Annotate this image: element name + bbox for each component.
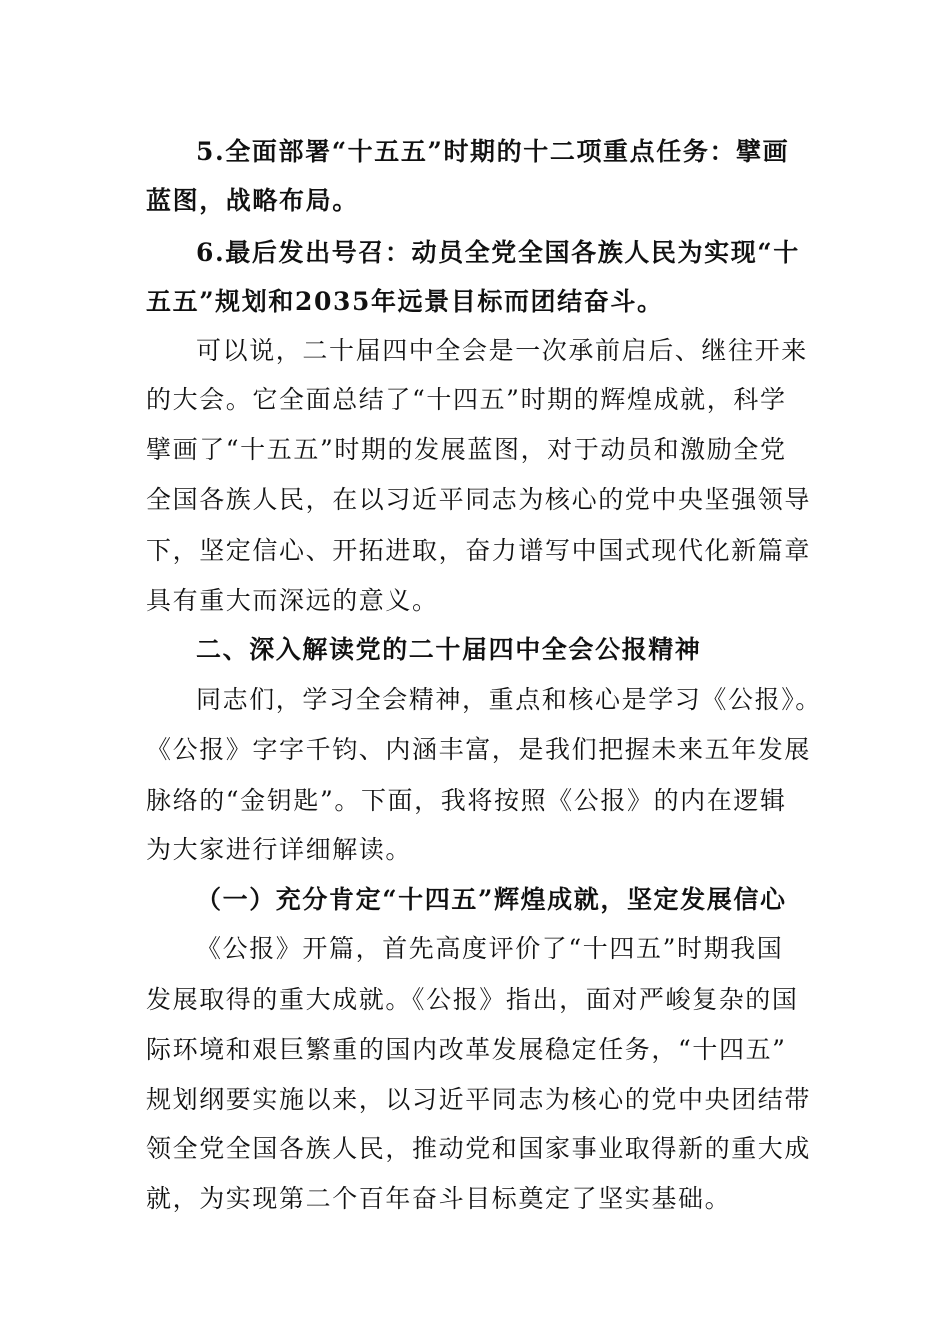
- section-heading: 二、深入解读党的二十届四中全会公报精神: [196, 635, 702, 664]
- subsection-heading: （一）充分肯定“十四五”辉煌成就，坚定发展信心: [196, 885, 787, 914]
- subsection-line-3: 际环境和艰巨繁重的国内改革发展稳定任务，“十四五”: [146, 1035, 787, 1064]
- intro-line-4: 为大家进行详细解读。: [146, 835, 413, 864]
- subsection-line-6: 就，为实现第二个百年奋斗目标奠定了坚实基础。: [146, 1184, 732, 1213]
- summary-line-4: 全国各族人民，在以习近平同志为核心的党中央坚强领导: [146, 485, 812, 514]
- subsection-line-2: 发展取得的重大成就。《公报》指出，面对严峻复杂的国: [146, 985, 799, 1014]
- summary-line-6: 具有重大而深远的意义。: [146, 586, 439, 615]
- summary-line-3: 擘画了“十五五”时期的发展蓝图，对于动员和激励全党: [146, 435, 787, 464]
- summary-line-1: 可以说，二十届四中全会是一次承前启后、继往开来: [196, 336, 808, 365]
- subsection-line-5: 领全党全国各族人民，推动党和国家事业取得新的重大成: [146, 1134, 812, 1163]
- subsection-line-4: 规划纲要实施以来，以习近平同志为核心的党中央团结带: [146, 1085, 812, 1114]
- point-5-line-2: 蓝图，战略布局。: [146, 186, 359, 215]
- subsection-line-1: 《公报》开篇，首先高度评价了“十四五”时期我国: [196, 934, 784, 963]
- intro-line-3: 脉络的“金钥匙”。下面，我将按照《公报》的内在逻辑: [146, 786, 787, 815]
- summary-line-2: 的大会。它全面总结了“十四五”时期的辉煌成就，科学: [146, 385, 787, 414]
- point-6-line-1: 6.最后发出号召：动员全党全国各族人民为实现“十: [196, 238, 800, 267]
- point-6-line-2: 五五”规划和2035年远景目标而团结奋斗。: [146, 287, 664, 316]
- summary-line-5: 下，坚定信心、开拓进取，奋力谱写中国式现代化新篇章: [146, 536, 812, 565]
- intro-line-1: 同志们，学习全会精神，重点和核心是学习《公报》。: [196, 685, 822, 714]
- intro-line-2: 《公报》字字千钧、内涵丰富，是我们把握未来五年发展: [146, 735, 812, 764]
- point-5-line-1: 5.全面部署“十五五”时期的十二项重点任务：擘画: [196, 137, 790, 166]
